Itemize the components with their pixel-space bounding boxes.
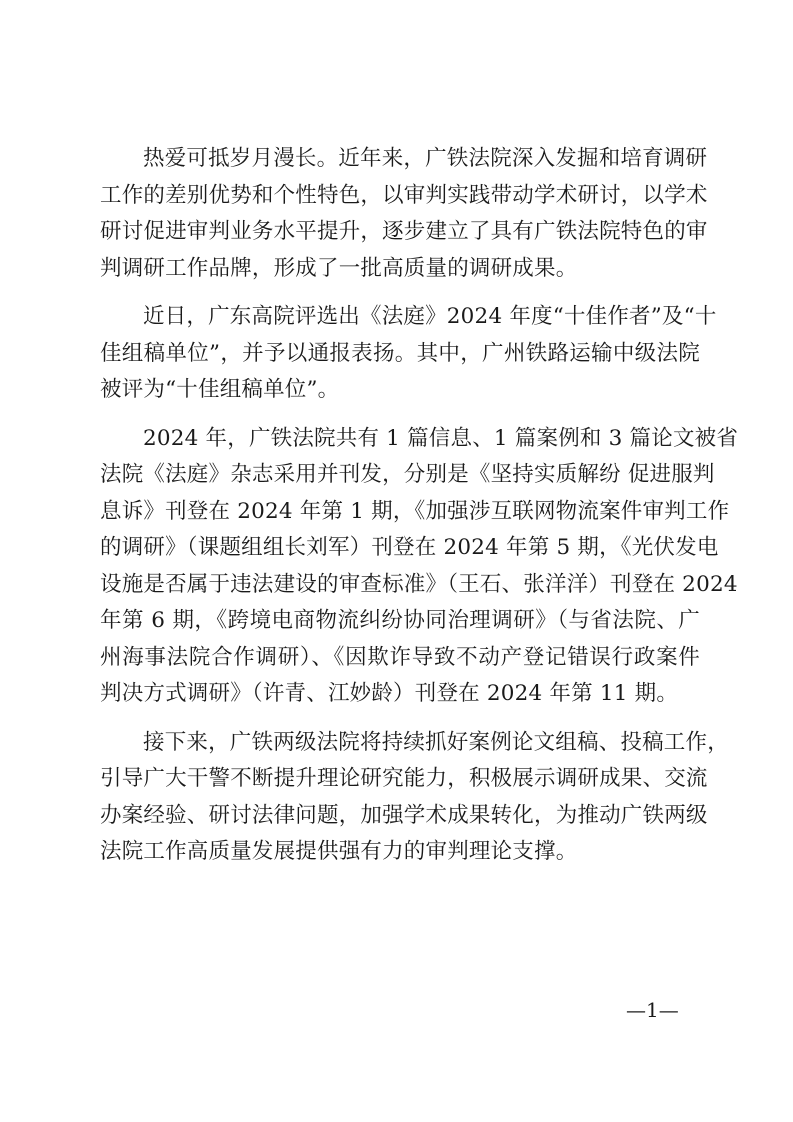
text-line: 判决方式调研》（许青、江妙龄）刊登在 2024 年第 11 期。 [100, 681, 679, 706]
text-line: 设施是否属于违法建设的审查标准》（王石、张洋洋）刊登在 2024 [100, 571, 738, 597]
text-line: 近日，广东高院评选出《法庭》2024 年度“十佳作者”及“十 [143, 304, 717, 329]
text-line: 研讨促进审判业务水平提升，逐步建立了具有广铁法院特色的审 [100, 219, 708, 244]
text-line: 的调研》（课题组组长刘军）刊登在 2024 年第 5 期，《光伏发电 [100, 535, 719, 560]
page-number: —1— [626, 998, 679, 1022]
text-line: 州海事法院合作调研）、《因欺诈导致不动产登记错误行政案件 [100, 644, 700, 670]
text-line: 息诉》刊登在 2024 年第 1 期，《加强涉互联网物流案件审判工作 [100, 498, 730, 524]
text-line: 接下来，广铁两级法院将持续抓好案例论文组稿、投稿工作， [143, 729, 729, 755]
paragraph-spacing [100, 287, 700, 299]
paragraph-spacing [100, 409, 700, 421]
text-line: 被评为“十佳组稿单位”。 [100, 377, 340, 402]
text-line: 佳组稿单位”，并予以通报表扬。其中，广州铁路运输中级法院 [100, 340, 700, 366]
text-line: 年第 6 期，《跨境电商物流纠纷协同治理调研》（与省法院、广 [100, 608, 700, 633]
text-line: 2024 年，广铁法院共有 1 篇信息、1 篇案例和 3 篇论文被省 [143, 425, 739, 451]
text-line: 引导广大干警不断提升理论研究能力，积极展示调研成果、交流 [100, 766, 708, 791]
paragraph-2 [100, 299, 717, 409]
text-line: 判调研工作品牌，形成了一批高质量的调研成果。 [100, 255, 578, 281]
text-line: 法院工作高质量发展提供强有力的审判理论支撑。 [100, 839, 578, 864]
text-line: 法院《法庭》杂志采用并刊发，分别是《坚持实质解纷 促进服判 [100, 462, 715, 487]
text-line: 工作的差别优势和个性特色，以审判实践带动学术研讨，以学术 [100, 182, 708, 208]
text-line: 办案经验、研讨法律问题，加强学术成果转化，为推动广铁两级 [100, 802, 708, 828]
text-line: 热爱可抵岁月漫长。近年来，广铁法院深入发掘和培育调研 [143, 146, 708, 171]
article-body [100, 141, 739, 871]
paragraph-4 [100, 725, 729, 871]
paragraph-spacing [100, 713, 700, 725]
paragraph-1 [100, 141, 708, 287]
paragraph-3 [100, 421, 739, 713]
